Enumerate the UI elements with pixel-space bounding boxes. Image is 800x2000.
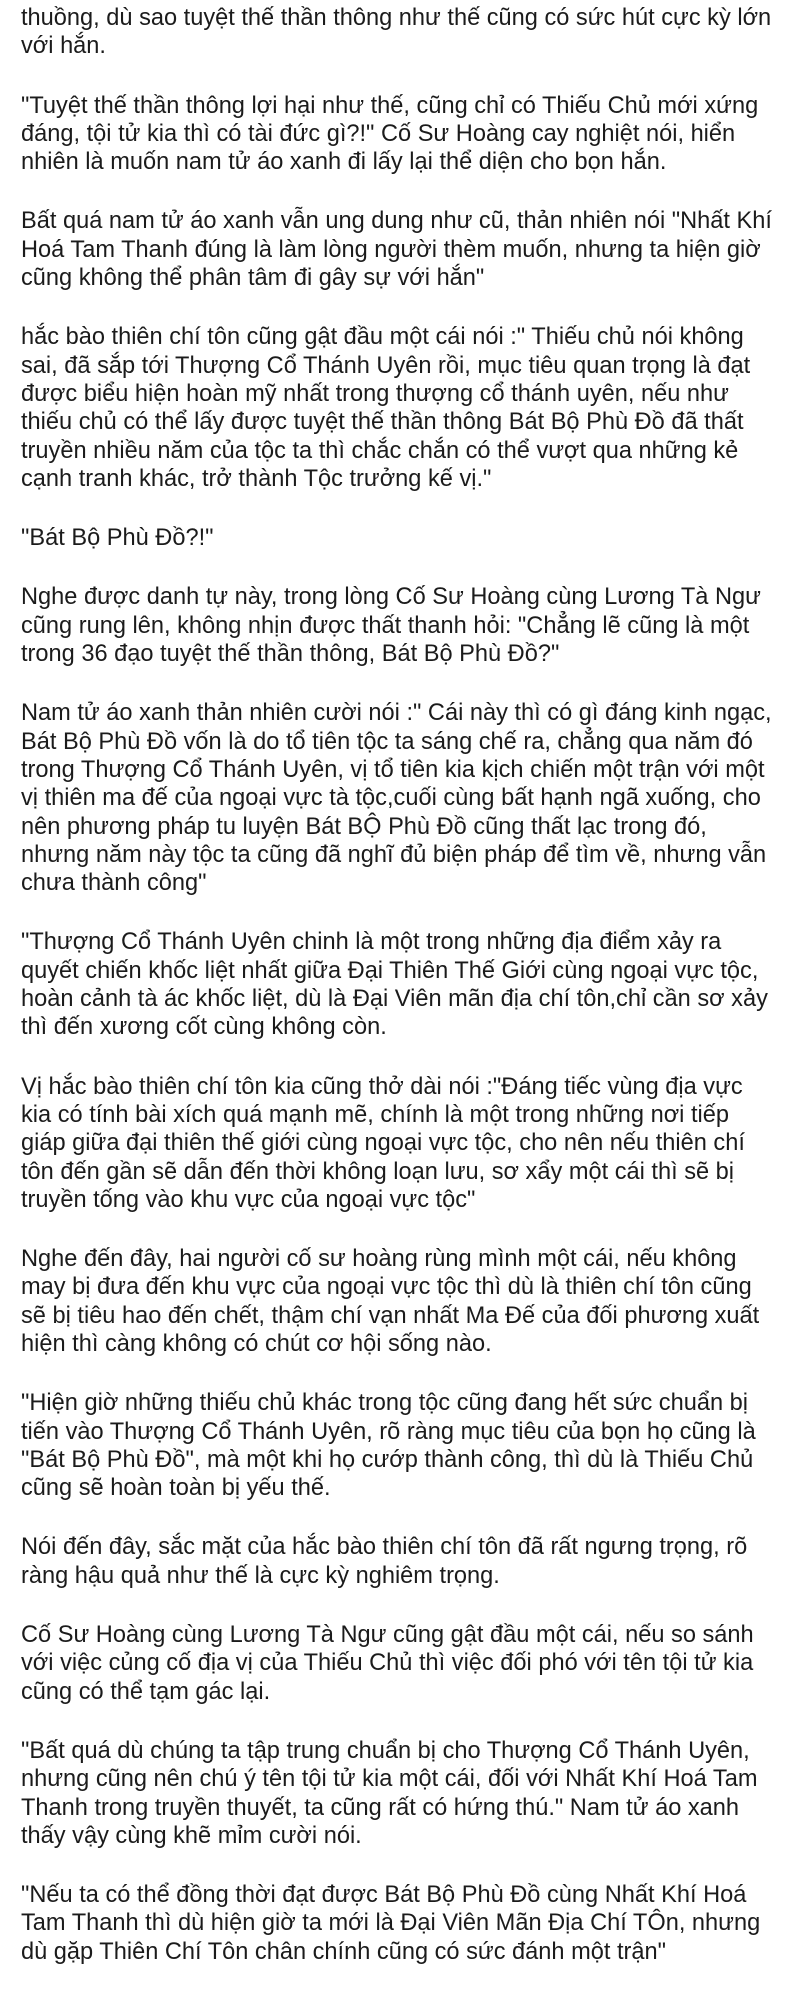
paragraph: Vị hắc bào thiên chí tôn kia cũng thở dài nói :"Đáng tiếc vùng địa vực kia có tính bài xích quá mạnh mẽ, chính là một trong những nơi tiếp giáp giữa đại thiên thế giới cùng ngoại vực tộc, cho nên nếu thiên chí tôn đến gần sẽ dẫn đến thời không loạn lưu, sơ xẩy một cái thì sẽ bị truyền tống vào khu vực của ngoại vực tộc" bbox=[21, 1073, 745, 1213]
paragraph: "Tuyệt thế thần thông lợi hại như thế, cũng chỉ có Thiếu Chủ mới xứng đáng, tội tử kia thì có tài đức gì?!" Cố Sư Hoàng cay nghiệt nói, hiển nhiên là muốn nam tử áo xanh đi lấy lại thể diện cho bọn hắn. bbox=[21, 92, 759, 176]
paragraph: hắc bào thiên chí tôn cũng gật đầu một cái nói :" Thiếu chủ nói không sai, đã sắp tới Thượng Cổ Thánh Uyên rồi, mục tiêu quan trọng là đạt được biểu hiện hoàn mỹ nhất trong thượng cổ thánh uyên, nếu như thiếu chủ có thể lấy được tuyệt thế thần thông Bát Bộ Phù Đồ đã thất truyền nhiều năm của tộc ta thì chắc chắn có thể vượt qua những kẻ cạnh tranh khác, trở thành Tộc trưởng kế vị." bbox=[21, 324, 751, 492]
paragraph: Nam tử áo xanh thản nhiên cười nói :" Cái này thì có gì đáng kinh ngạc, Bát Bộ Phù Đồ vốn là do tổ tiên tộc ta sáng chế ra, chẳng qua năm đó trong Thượng Cổ Thánh Uyên, vị tổ tiên kia kịch chiến một trận với một vị thiên ma đế của ngoại vực tà tộc,cuối cùng bất hạnh ngã xuống, cho nên phương pháp tu luyện Bát BỘ Phù Đồ cũng thất lạc trong đó, nhưng năm này tộc ta cũng đã nghĩ đủ biện pháp để tìm về, nhưng vẫn chưa thành công" bbox=[21, 700, 772, 897]
paragraph: "Nếu ta có thể đồng thời đạt được Bát Bộ Phù Đồ cùng Nhất Khí Hoá Tam Thanh thì dù hiện giờ ta mới là Đại Viên Mãn Địa Chí TÔn, nhưng dù gặp Thiên Chí Tôn chân chính cũng có sức đánh một trận" bbox=[21, 1882, 761, 1965]
paragraph: "Hiện giờ những thiếu chủ khác trong tộc cũng đang hết sức chuẩn bị tiến vào Thượng Cổ Thánh Uyên, rõ ràng mục tiêu của bọn họ cũng là "Bát Bộ Phù Đồ", mà một khi họ cướp thành công, thì dù là Thiếu Chủ cũng sẽ hoàn toàn bị yếu thế. bbox=[21, 1390, 756, 1502]
paragraph: Nói đến đây, sắc mặt của hắc bào thiên chí tôn đã rất ngưng trọng, rõ ràng hậu quả như thế là cực kỳ nghiêm trọng. bbox=[21, 1534, 748, 1589]
paragraph: Bất quá nam tử áo xanh vẫn ung dung như cũ, thản nhiên nói "Nhất Khí Hoá Tam Thanh đúng là làm lòng người thèm muốn, nhưng ta hiện giờ cũng không thể phân tâm đi gây sự với hắn" bbox=[21, 208, 772, 292]
paragraph: Nghe đến đây, hai người cố sư hoàng rùng mình một cái, nếu không may bị đưa đến khu vực của ngoại vực tộc thì dù là thiên chí tôn cũng sẽ bị tiêu hao đến chết, thậm chí vạn nhất Ma Đế của đối phương xuất hiện thì càng không có chút cơ hội sống nào. bbox=[21, 1246, 760, 1357]
paragraph: "Bát Bộ Phù Đồ?!" bbox=[21, 525, 214, 552]
paragraph: "Thượng Cổ Thánh Uyên chinh là một trong những địa điểm xảy ra quyết chiến khốc liệt nhất giữa Đại Thiên Thế Giới cùng ngoại vực tộc, hoàn cảnh tà ác khốc liệt, dù là Đại Viên mãn địa chí tôn,chỉ cần sơ xảy thì đến xương cốt cùng không còn. bbox=[21, 929, 768, 1041]
paragraph: thuồng, dù sao tuyệt thế thần thông như thế cũng có sức hút cực kỳ lớn với hắn. bbox=[21, 5, 772, 60]
paragraph: "Bất quá dù chúng ta tập trung chuẩn bị cho Thượng Cổ Thánh Uyên, nhưng cũng nên chú ý tên tội tử kia một cái, đối với Nhất Khí Hoá Tam Thanh trong truyền thuyết, ta cũng rất có hứng thú." Nam tử áo xanh thấy vậy cùng khẽ mỉm cười nói. bbox=[21, 1737, 758, 1849]
paragraph: Nghe được danh tự này, trong lòng Cố Sư Hoàng cùng Lương Tà Ngư cũng rung lên, không nhịn được thất thanh hỏi: "Chẳng lẽ cũng là một trong 36 đạo tuyệt thế thần thông, Bát Bộ Phù Đồ?" bbox=[21, 584, 761, 668]
paragraph: Cố Sư Hoàng cùng Lương Tà Ngư cũng gật đầu một cái, nếu so sánh với việc củng cố địa vị của Thiếu Chủ thì việc đối phó với tên tội tử kia cũng có thể tạm gác lại. bbox=[21, 1622, 754, 1705]
